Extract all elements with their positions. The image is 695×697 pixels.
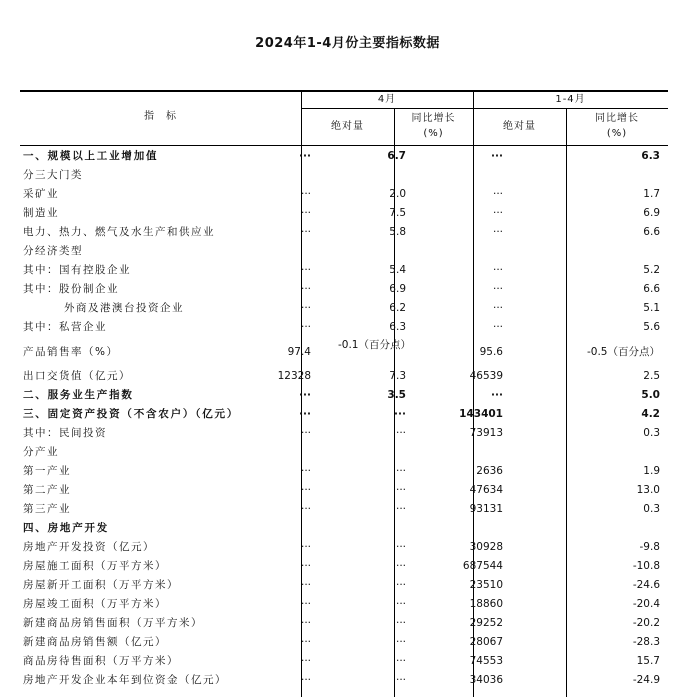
row-label: 二、服务业生产指数 <box>23 389 134 401</box>
month-yoy: ··· <box>395 579 406 591</box>
ytd-yoy: 2.5 <box>643 370 660 382</box>
row-label: 出口交货值（亿元） <box>23 370 131 382</box>
ytd-yoy: 6.3 <box>641 150 660 162</box>
row-label: 分三大门类 <box>23 169 83 181</box>
table-row <box>20 166 668 185</box>
month-yoy: ··· <box>395 598 406 610</box>
month-yoy: 6.9 <box>389 283 406 295</box>
month-absolute: ··· <box>300 484 311 496</box>
row-label: 分产业 <box>23 446 59 458</box>
ytd-yoy: 0.3 <box>643 427 660 439</box>
month-yoy: 6.3 <box>389 321 406 333</box>
table-row <box>20 443 668 462</box>
ytd-yoy: 1.9 <box>643 465 660 477</box>
ytd-absolute: 30928 <box>469 541 503 553</box>
header-ytd-yoy: 同比增长 <box>595 113 639 124</box>
table-row <box>20 242 668 261</box>
table-row <box>20 299 668 318</box>
table-row <box>20 280 668 299</box>
header-month-yoy: 同比增长 <box>411 113 456 124</box>
header-month-pct: (%) <box>423 128 444 139</box>
ytd-absolute: 46539 <box>469 370 503 382</box>
ytd-yoy: -9.8 <box>639 541 660 553</box>
month-yoy: ··· <box>395 655 406 667</box>
month-absolute: 12328 <box>277 370 311 382</box>
row-label: 房地产开发投资（亿元） <box>23 541 155 553</box>
row-label: 房屋新开工面积（万平方米） <box>23 579 179 591</box>
row-label: 新建商品房销售面积（万平方米） <box>23 617 203 629</box>
table-row <box>20 318 668 337</box>
row-label: 第三产业 <box>23 503 71 515</box>
month-absolute: ··· <box>299 150 311 162</box>
header-bottom-rule <box>20 145 668 146</box>
table-row <box>20 223 668 242</box>
header-month-abs: 绝对量 <box>331 121 364 132</box>
header-ytd-group: 1-4月 <box>555 94 586 105</box>
ytd-absolute: 73913 <box>469 427 503 439</box>
month-yoy: 6.2 <box>389 302 406 314</box>
ytd-absolute: ··· <box>492 264 503 276</box>
ytd-yoy: 15.7 <box>636 655 660 667</box>
ytd-absolute: 47634 <box>469 484 503 496</box>
table-row <box>20 147 668 166</box>
row-label: 房屋施工面积（万平方米） <box>23 560 167 572</box>
row-label: 电力、热力、燃气及水生产和供应业 <box>23 226 215 238</box>
ytd-absolute: ··· <box>492 188 503 200</box>
header-indicator: 指 标 <box>144 111 177 122</box>
ytd-yoy: -0.5（百分点） <box>587 346 660 358</box>
month-yoy: ··· <box>395 465 406 477</box>
month-yoy: 5.8 <box>389 226 406 238</box>
row-label: 其中：私营企业 <box>23 321 107 333</box>
header-month-group: 4月 <box>377 94 397 105</box>
month-absolute: ··· <box>300 226 311 238</box>
row-label: 采矿业 <box>23 188 59 200</box>
table-row <box>20 614 668 633</box>
ytd-absolute: 143401 <box>459 408 503 420</box>
table-top-rule <box>20 90 668 92</box>
table-row <box>20 185 668 204</box>
month-absolute: ··· <box>300 541 311 553</box>
ytd-yoy: -24.6 <box>632 579 660 591</box>
month-absolute: ··· <box>300 465 311 477</box>
ytd-absolute: 23510 <box>469 579 503 591</box>
table-row <box>20 633 668 652</box>
month-absolute: ··· <box>300 560 311 572</box>
month-absolute: ··· <box>300 617 311 629</box>
month-absolute: ··· <box>299 389 311 401</box>
month-yoy: ··· <box>395 674 406 686</box>
month-yoy: 5.4 <box>389 264 406 276</box>
row-label: 三、固定资产投资（不含农户）（亿元） <box>23 408 240 420</box>
ytd-absolute: ··· <box>492 226 503 238</box>
month-yoy: ··· <box>395 636 406 648</box>
month-absolute: ··· <box>300 579 311 591</box>
month-yoy: ··· <box>395 484 406 496</box>
ytd-absolute: 74553 <box>469 655 503 667</box>
ytd-absolute: 29252 <box>469 617 503 629</box>
table-row <box>20 576 668 595</box>
table-row <box>20 405 668 424</box>
month-absolute: ··· <box>300 427 311 439</box>
month-yoy: ··· <box>395 427 406 439</box>
table-row <box>20 481 668 500</box>
ytd-absolute: ··· <box>491 150 503 162</box>
ytd-yoy: 5.0 <box>641 389 660 401</box>
row-label: 产品销售率（%） <box>23 346 119 358</box>
table-row <box>20 519 668 538</box>
row-label: 制造业 <box>23 207 59 219</box>
ytd-yoy: 4.2 <box>641 408 660 420</box>
ytd-yoy: -10.8 <box>632 560 660 572</box>
ytd-yoy: 13.0 <box>636 484 660 496</box>
month-yoy: 3.5 <box>387 389 406 401</box>
month-absolute: ··· <box>300 321 311 333</box>
row-label: 第一产业 <box>23 465 71 477</box>
table-row <box>20 557 668 576</box>
ytd-absolute: 34036 <box>469 674 503 686</box>
ytd-yoy: 6.6 <box>643 226 660 238</box>
month-yoy: ··· <box>395 617 406 629</box>
row-label: 商品房待售面积（万平方米） <box>23 655 179 667</box>
table-row <box>20 462 668 481</box>
ytd-absolute: 28067 <box>469 636 503 648</box>
ytd-absolute: 687544 <box>462 560 503 572</box>
row-label: 新建商品房销售额（亿元） <box>23 636 167 648</box>
row-label: 分经济类型 <box>23 245 83 257</box>
month-absolute: ··· <box>300 302 311 314</box>
table-row <box>20 204 668 223</box>
ytd-yoy: 1.7 <box>643 188 660 200</box>
ytd-yoy: -20.4 <box>632 598 660 610</box>
header-group-rule <box>301 108 668 109</box>
month-yoy: ··· <box>394 408 406 420</box>
ytd-absolute: ··· <box>491 389 503 401</box>
ytd-yoy: -24.9 <box>632 674 660 686</box>
month-yoy: 2.0 <box>389 188 406 200</box>
month-absolute: ··· <box>299 408 311 420</box>
header-ytd-abs: 绝对量 <box>503 121 536 132</box>
month-absolute: ··· <box>300 207 311 219</box>
month-yoy: 7.5 <box>389 207 406 219</box>
ytd-yoy: 0.3 <box>643 503 660 515</box>
table-row <box>20 538 668 557</box>
ytd-yoy: -20.2 <box>632 617 660 629</box>
month-yoy: 7.3 <box>389 370 406 382</box>
month-absolute: ··· <box>300 655 311 667</box>
ytd-yoy: -28.3 <box>632 636 660 648</box>
ytd-absolute: ··· <box>492 283 503 295</box>
row-label: 房屋竣工面积（万平方米） <box>23 598 167 610</box>
month-absolute: ··· <box>300 674 311 686</box>
ytd-absolute: 93131 <box>469 503 503 515</box>
ytd-yoy: 5.2 <box>643 264 660 276</box>
ytd-absolute: 95.6 <box>479 346 503 358</box>
table-row <box>20 424 668 443</box>
page-title: 2024年1-4月份主要指标数据 <box>255 36 440 51</box>
row-label: 外商及港澳台投资企业 <box>64 302 184 314</box>
row-label: 其中：国有控股企业 <box>23 264 131 276</box>
month-yoy: 6.7 <box>387 150 406 162</box>
ytd-absolute: ··· <box>492 207 503 219</box>
header-ytd-pct: (%) <box>606 128 628 139</box>
month-yoy: ··· <box>395 503 406 515</box>
month-absolute: ··· <box>300 264 311 276</box>
ytd-yoy: 6.9 <box>643 207 660 219</box>
month-yoy: ··· <box>395 541 406 553</box>
table-row <box>20 337 668 367</box>
table-row <box>20 652 668 671</box>
row-label: 第二产业 <box>23 484 71 496</box>
ytd-absolute: ··· <box>492 321 503 333</box>
table-row <box>20 500 668 519</box>
table-row <box>20 386 668 405</box>
table-row <box>20 261 668 280</box>
month-absolute: ··· <box>300 598 311 610</box>
row-label: 其中：股份制企业 <box>23 283 119 295</box>
row-label: 四、房地产开发 <box>23 522 110 534</box>
table-row <box>20 595 668 614</box>
ytd-yoy: 6.6 <box>643 283 660 295</box>
row-label: 房地产开发企业本年到位资金（亿元） <box>23 674 227 686</box>
month-absolute: ··· <box>300 636 311 648</box>
row-label: 一、规模以上工业增加值 <box>23 150 159 162</box>
ytd-yoy: 5.6 <box>643 321 660 333</box>
table-row <box>20 671 668 690</box>
row-label: 其中：民间投资 <box>23 427 107 439</box>
ytd-absolute: ··· <box>492 302 503 314</box>
ytd-yoy: 5.1 <box>643 302 660 314</box>
month-absolute: ··· <box>300 503 311 515</box>
month-absolute: ··· <box>300 188 311 200</box>
month-absolute: ··· <box>300 283 311 295</box>
ytd-absolute: 2636 <box>476 465 503 477</box>
month-absolute: 97.4 <box>287 346 311 358</box>
table-row <box>20 367 668 386</box>
month-yoy: ··· <box>395 560 406 572</box>
month-yoy: -0.1（百分点） <box>338 339 411 351</box>
ytd-absolute: 18860 <box>469 598 503 610</box>
